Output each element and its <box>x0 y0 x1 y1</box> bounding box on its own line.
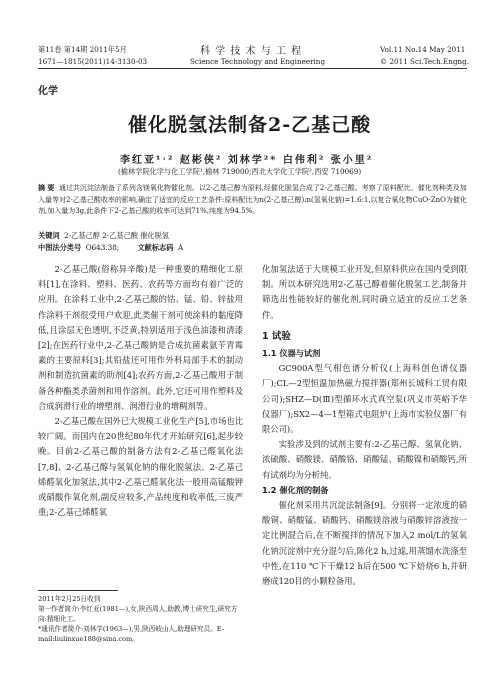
first-author-bio: 第一作者简介:李红亚(1981—),女,陕西周人,助教,博士研究生,研究方向:精细化工。 <box>38 605 238 623</box>
right-column <box>262 262 467 589</box>
abstract-text: 通过共沉淀法制备了系列含镁氧化物催化剂。以2-乙基己醇为原料,经催化脱氢合成了2-乙基己酸。考察了原料配比、催化剂种类及加入量等对2-乙基己酸收率的影响,确定了适宜的反应工艺条件:原料配比为n(2-乙基己醇):n(氢氧化钠)=1.6:1,以复合氧化物CuO-ZnO为催化剂,加入量为3g,此条件下2-乙基己酸的收率可达到71%,纯度为94.5%。 <box>38 184 467 215</box>
intro-paragraph-1: 2-乙基己酸(俗称异辛酸)是一种重要的精细化工原料[1],在涂料、塑料、医药、农药等方面均有着广泛的应用。在涂料工业中,2-乙基己酸的钴、锰、铅、锌盐用作涂料干剂很受用户欢迎,此类催干剂可使涂料的黏度降低,且涂层无色透明,不泛黄,特别适用于浅色油漆和清漆[2];在医药行业中,2-乙基己酸钠是合成抗菌素氨苄青霉素的主要原料[3];其铅盐还可用作外科局部手术的制动剂和制造抗菌素的助剂[4];农药方面,2-乙基己酸用于制备各种酯类杀菌剂和用作溶剂。此外,它还可用作塑料及合成润滑行业的增塑剂、润滑行业的增稠剂等。 <box>38 264 243 411</box>
header-rule <box>38 68 467 69</box>
catalyst-prep-paragraph: 催化剂采用共沉淀法制备[9]。分别将一定浓度的硝酸铜、硝酸锰、硝酸钙、硝酸镁溶液与硝酸锌溶液按一定比例混合后,在不断搅拌的情况下加入2 mol/L的氢氧化钠沉淀剂中充分混匀后,陈化2 h,过滤,用蒸馏水洗涤至中性,在110 ℃下干燥12 h后在500 ℃下焙烧6 h,并研磨成120目的小颗粒备用。 <box>262 500 467 587</box>
journal-title-cn: 科 学 技 术 与 工 程 <box>200 46 303 57</box>
header-volume-en: Vol.11 No.14 May 2011 <box>380 45 466 54</box>
abstract-label: 摘 要 <box>38 183 55 192</box>
doc-code-label: 文献标志码 <box>137 243 174 252</box>
abstract <box>38 182 467 218</box>
instruments-paragraph: GC900A型气相色谱分析仪(上海科创色谱仪器厂);CL—2型恒温加热磁力搅拌器(郑州长城科工贸有限公司);SHZ—D(Ⅲ)型循环水式真空泵(巩义市英峪予华仪器厂);SX2—4—1型箱式电阻炉(上海市实验仪器厂有限公司)。 <box>262 363 467 435</box>
section-heading-1-1: 1.1 仪器与试剂 <box>262 348 321 359</box>
received-date: 2011年2月25日收到 <box>38 595 101 603</box>
right-paragraph-1: 化加氢法适于大规模工业开发,但原料供应在国内受到限制。所以本研究选用2-乙基己醇着催化脱氢工艺,制备并筛选出性能较好的催化剂,同时确立适宜的反应工艺条件。 <box>262 264 467 320</box>
header-volume: 第11卷 第14期 2011年5月 <box>38 45 127 54</box>
keywords-text: 2-乙基己醇 2-乙基己酸 催化脱氢 <box>64 231 169 240</box>
classification-value: O643.38; <box>85 243 120 252</box>
author-list: 李红亚¹˒² 赵彬侠² 刘林学²* 白伟利² 张小里² <box>120 155 374 166</box>
header-copyright: © 2011 Sci.Tech.Engng. <box>380 57 470 66</box>
journal-title-en: Science Technology and Engineering <box>190 57 326 66</box>
paper-title: 催化脱氢法制备2-乙基己酸 <box>128 114 372 136</box>
left-column <box>38 262 243 520</box>
keywords-label: 关键词 <box>38 231 60 240</box>
intro-paragraph-2: 2-乙基己酸在国外已大规模工业化生产[5],市场也比较广阔。而国内在20世纪80年代才开始研究[6],起步较晚。目前2-乙基己酸的制备方法有2-乙基己醛氧化法[7,8]、2-乙基己醇与氢氧化钠的催化脱氢法、2-乙基己烯醛氧化加氢法,其中2-乙基己醛氧化法一般用高锰酸钾或硝酸作氧化剂,副反应较多,产品纯度和收率低,三废严重;2-乙基己烯醛氧 <box>38 416 244 518</box>
section-heading-1-2: 1.2 催化剂的制备 <box>262 484 329 495</box>
footnote <box>38 594 243 644</box>
author-affiliation: (榆林学院化学与化工学院¹,榆林 719000;西北大学化工学院²,西安 710069) <box>118 167 362 176</box>
keywords <box>38 231 169 241</box>
corresponding-author-bio: *通讯作者简介:刘林学(1963—),男,陕西岐山人,助理研究员。E-mail:liulinxue188@sina.com。 <box>38 625 224 643</box>
reagents-paragraph: 实验涉及到的试剂主要有:2-乙基己醇、氢氧化钠、浓硫酸、硝酸镁、硝酸铬、硝酸锰、硝酸镍和硝酸钙,所有试剂均为分析纯。 <box>262 439 467 480</box>
section-label: 化学 <box>38 86 58 97</box>
footnote-rule <box>38 590 118 591</box>
header-issn: 1671—1815(2011)14-3130-03 <box>38 57 148 66</box>
section-heading-1: 1 试验 <box>262 330 291 342</box>
classification-label: 中图法分类号 <box>38 243 82 252</box>
classification <box>38 243 183 253</box>
doc-code-value: A <box>178 243 184 252</box>
